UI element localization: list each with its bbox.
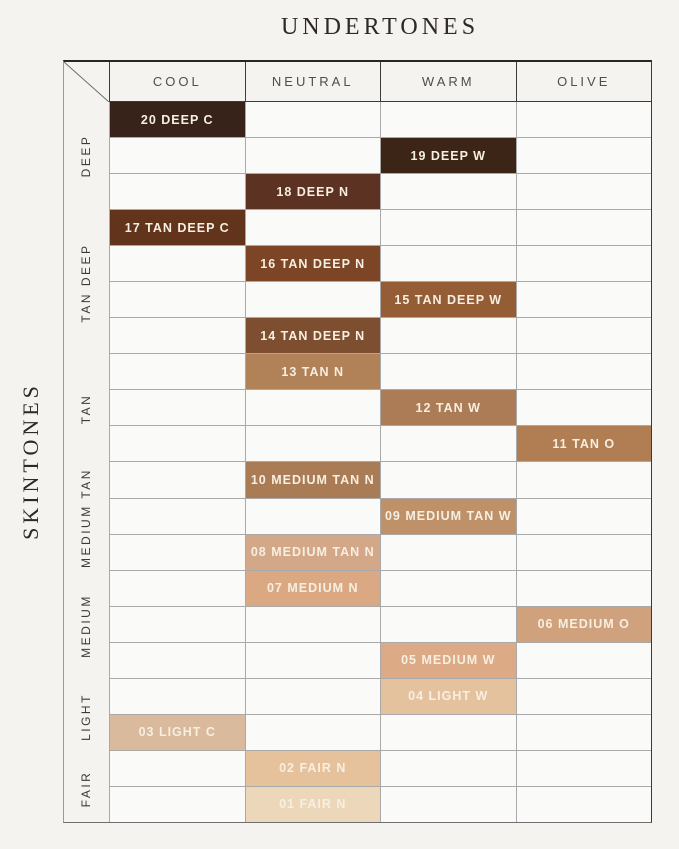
- column-header-warm: WARM: [380, 62, 516, 101]
- shade-swatch[interactable]: 19 DEEP W: [381, 138, 516, 173]
- grid-cell: [381, 282, 517, 317]
- grid-cell: [110, 210, 246, 245]
- grid-cell: [517, 282, 652, 317]
- grid-cell: [110, 282, 246, 317]
- shade-row: [110, 643, 651, 679]
- shade-row: [110, 426, 651, 462]
- grid-cell: [246, 246, 382, 281]
- row-group-label-medium: MEDIUM: [79, 594, 93, 658]
- grid-cell: [246, 535, 382, 570]
- row-group-label-fair: FAIR: [79, 770, 93, 808]
- shade-swatch[interactable]: 15 TAN DEEP W: [381, 282, 516, 317]
- column-header-olive: OLIVE: [516, 62, 652, 101]
- grid-cell: [381, 787, 517, 822]
- shade-row: [110, 210, 651, 246]
- grid-cell: [381, 607, 517, 642]
- grid-cell: [517, 318, 652, 353]
- grid-cell: [381, 318, 517, 353]
- grid-cell: [381, 462, 517, 497]
- grid-cell: [246, 210, 382, 245]
- grid-cell: [246, 643, 382, 678]
- shade-swatch[interactable]: 14 TAN DEEP N: [246, 318, 381, 353]
- grid-cell: [381, 715, 517, 750]
- undertone-header-row: [109, 62, 651, 102]
- grid-cell: [246, 282, 382, 317]
- grid-cell: [381, 571, 517, 606]
- grid-cell: [517, 607, 652, 642]
- grid-cell: [110, 426, 246, 461]
- shade-grid: [109, 102, 651, 822]
- grid-cell: [381, 354, 517, 389]
- shade-row: [110, 282, 651, 318]
- undertones-axis-title: UNDERTONES: [280, 14, 480, 40]
- shade-swatch[interactable]: 20 DEEP C: [110, 102, 245, 137]
- row-group-label-light: LIGHT: [79, 693, 93, 741]
- grid-cell: [110, 102, 246, 137]
- shade-row: [110, 607, 651, 643]
- shade-swatch[interactable]: 09 MEDIUM TAN W: [381, 499, 516, 534]
- grid-cell: [110, 679, 246, 714]
- grid-cell: [246, 462, 382, 497]
- row-group-label-medium-tan: MEDIUM TAN: [79, 468, 93, 568]
- grid-cell: [517, 715, 652, 750]
- grid-cell: [246, 751, 382, 786]
- grid-cell: [517, 246, 652, 281]
- shade-matrix: [63, 60, 652, 823]
- grid-cell: [517, 174, 652, 209]
- shade-swatch[interactable]: 16 TAN DEEP N: [246, 246, 381, 281]
- grid-cell: [517, 751, 652, 786]
- shade-row: [110, 174, 651, 210]
- column-header-cool: COOL: [109, 62, 245, 101]
- grid-cell: [110, 751, 246, 786]
- grid-cell: [246, 571, 382, 606]
- grid-cell: [110, 607, 246, 642]
- grid-cell: [246, 174, 382, 209]
- grid-cell: [246, 715, 382, 750]
- grid-cell: [110, 787, 246, 822]
- shade-row: [110, 318, 651, 354]
- shade-row: [110, 535, 651, 571]
- shade-row: [110, 679, 651, 715]
- grid-cell: [517, 499, 652, 534]
- shade-swatch[interactable]: 18 DEEP N: [246, 174, 381, 209]
- shade-swatch[interactable]: 13 TAN N: [246, 354, 381, 389]
- grid-cell: [246, 787, 382, 822]
- grid-cell: [517, 390, 652, 425]
- shade-swatch[interactable]: 06 MEDIUM O: [517, 607, 652, 642]
- grid-cell: [517, 462, 652, 497]
- skintones-axis-title: SKINTONES: [18, 382, 43, 540]
- grid-cell: [246, 318, 382, 353]
- grid-cell: [381, 138, 517, 173]
- grid-cell: [517, 102, 652, 137]
- shade-swatch[interactable]: 04 LIGHT W: [381, 679, 516, 714]
- grid-cell: [110, 462, 246, 497]
- grid-cell: [246, 102, 382, 137]
- grid-cell: [246, 354, 382, 389]
- grid-cell: [517, 138, 652, 173]
- grid-cell: [110, 318, 246, 353]
- grid-cell: [517, 354, 652, 389]
- corner-diagonal-line: [64, 62, 109, 102]
- grid-cell: [246, 138, 382, 173]
- shade-row: [110, 499, 651, 535]
- shade-swatch[interactable]: 11 TAN O: [517, 426, 652, 461]
- shade-row: [110, 102, 651, 138]
- shade-row: [110, 462, 651, 498]
- shade-swatch[interactable]: 03 LIGHT C: [110, 715, 245, 750]
- grid-cell: [110, 138, 246, 173]
- grid-cell: [381, 426, 517, 461]
- row-group-label-tan: TAN: [79, 393, 93, 425]
- grid-cell: [517, 571, 652, 606]
- shade-swatch[interactable]: 07 MEDIUM N: [246, 571, 381, 606]
- grid-cell: [110, 174, 246, 209]
- shade-row: [110, 246, 651, 282]
- grid-cell: [110, 499, 246, 534]
- shade-row: [110, 390, 651, 426]
- row-group-label-tan-deep: TAN DEEP: [79, 243, 93, 323]
- shade-swatch[interactable]: 10 MEDIUM TAN N: [246, 462, 381, 497]
- grid-cell: [381, 174, 517, 209]
- grid-cell: [110, 571, 246, 606]
- grid-cell: [246, 499, 382, 534]
- shade-swatch[interactable]: 01 FAIR N: [246, 787, 381, 822]
- shade-swatch[interactable]: 02 FAIR N: [246, 751, 381, 786]
- grid-cell: [246, 607, 382, 642]
- grid-cell: [517, 787, 652, 822]
- grid-cell: [517, 643, 652, 678]
- grid-cell: [246, 679, 382, 714]
- shade-swatch[interactable]: 12 TAN W: [381, 390, 516, 425]
- shade-swatch[interactable]: 05 MEDIUM W: [381, 643, 516, 678]
- grid-cell: [381, 643, 517, 678]
- grid-cell: [110, 246, 246, 281]
- shade-row: [110, 354, 651, 390]
- grid-cell: [381, 535, 517, 570]
- shade-row: [110, 787, 651, 822]
- grid-cell: [110, 715, 246, 750]
- grid-cell: [246, 390, 382, 425]
- grid-cell: [381, 210, 517, 245]
- column-header-neutral: NEUTRAL: [245, 62, 381, 101]
- shade-row: [110, 715, 651, 751]
- grid-cell: [110, 390, 246, 425]
- grid-cell: [381, 679, 517, 714]
- grid-cell: [110, 354, 246, 389]
- shade-row: [110, 138, 651, 174]
- grid-cell: [381, 102, 517, 137]
- grid-cell: [381, 499, 517, 534]
- shade-row: [110, 571, 651, 607]
- grid-cell: [110, 535, 246, 570]
- shade-swatch[interactable]: 17 TAN DEEP C: [110, 210, 245, 245]
- shade-row: [110, 751, 651, 787]
- grid-cell: [517, 679, 652, 714]
- grid-cell: [381, 390, 517, 425]
- grid-cell: [246, 426, 382, 461]
- grid-cell: [381, 246, 517, 281]
- grid-cell: [517, 535, 652, 570]
- grid-cell: [517, 210, 652, 245]
- grid-cell: [110, 643, 246, 678]
- row-group-label-deep: DEEP: [79, 134, 93, 178]
- shade-swatch[interactable]: 08 MEDIUM TAN N: [246, 535, 381, 570]
- grid-cell: [381, 751, 517, 786]
- grid-cell: [517, 426, 652, 461]
